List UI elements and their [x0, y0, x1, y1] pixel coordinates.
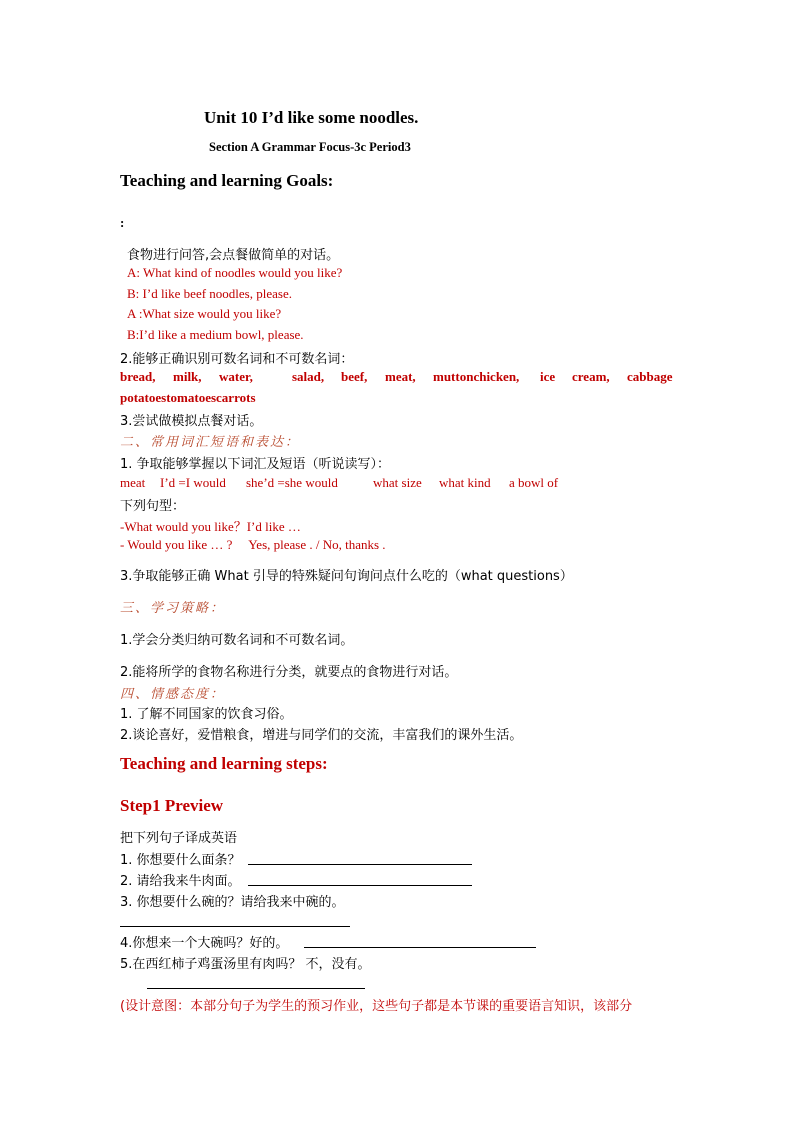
goals-item-2: 2.能够正确识别可数名词和不可数名词： [120, 352, 354, 367]
goals-intro: 食物进行问答,会点餐做简单的对话。 [127, 248, 340, 263]
answer-blank-4[interactable] [304, 947, 536, 948]
noun-word: ice [540, 369, 556, 384]
noun-word: water, [219, 369, 253, 384]
phrase: a bowl of [509, 475, 559, 490]
noun-word: salad, [292, 369, 325, 384]
question-4: 4.你想来一个大碗吗？好的。 [120, 936, 289, 951]
noun-word: bread, [120, 369, 156, 384]
section-3-heading: 三、学习策略： [120, 601, 226, 616]
section-2-item-3: 3.争取能够正确 What 引导的特殊疑问句询问点什么吃的（what questions） [120, 569, 573, 584]
question-5: 5.在西红柿子鸡蛋汤里有肉吗？ 不，没有。 [120, 957, 371, 972]
question-3: 3. 你想要什么碗的？请给我来中碗的。 [120, 895, 345, 910]
noun-word: cabbage [627, 369, 673, 384]
page-subtitle: Section A Grammar Focus-3c Period3 [209, 140, 411, 154]
phrase: I’d =I would [160, 475, 226, 490]
section-2-item-1: 1. 争取能够掌握以下词汇及短语（听说读写）： [120, 457, 391, 472]
dialog-line: A :What size would you like? [127, 306, 282, 321]
section-4-heading: 四、情感态度： [120, 687, 226, 702]
goals-heading: Teaching and learning Goals: [120, 171, 334, 190]
phrase: she’d =she would [246, 475, 338, 490]
answer-blank-3[interactable] [120, 926, 350, 927]
noun-word: meat, [385, 369, 416, 384]
noun-word: muttonchicken, [433, 369, 520, 384]
question-1: 1. 你想要什么面条？ [120, 853, 241, 868]
section-4-item-1: 1. 了解不同国家的饮食习俗。 [120, 707, 293, 722]
translation-instruction: 把下列句子译成英语 [120, 831, 238, 846]
goals-item-3: 3.尝试做模拟点餐对话。 [120, 414, 263, 429]
dialog-line: B: I’d like beef noodles, please. [127, 286, 292, 301]
steps-heading: Teaching and learning steps: [120, 754, 328, 773]
phrase: what size [373, 475, 422, 490]
section-3-item-1: 1.学会分类归纳可数名词和不可数名词。 [120, 633, 354, 648]
section-2-heading: 二、常用词汇短语和表达： [120, 435, 301, 450]
noun-word: beef, [341, 369, 368, 384]
page-title: Unit 10 I’d like some noodles. [204, 108, 419, 127]
pattern-line: -What would you like？I’d like … [120, 519, 301, 534]
question-2: 2. 请给我来牛肉面。 [120, 874, 241, 889]
answer-blank-2[interactable] [248, 885, 472, 886]
dialog-line: A: What kind of noodles would you like? [127, 265, 343, 280]
step1-heading: Step1 Preview [120, 796, 224, 815]
goals-colon: : [120, 215, 125, 230]
answer-blank-1[interactable] [248, 864, 472, 865]
noun-word: milk, [173, 369, 202, 384]
patterns-label: 下列句型： [120, 499, 186, 514]
section-4-item-2: 2.谈论喜好，爱惜粮食，增进与同学们的交流，丰富我们的课外生活。 [120, 728, 523, 743]
answer-blank-5[interactable] [147, 988, 365, 989]
section-3-item-2: 2.能将所学的食物名称进行分类，就要点的食物进行对话。 [120, 665, 458, 680]
phrase: meat [120, 475, 146, 490]
design-note: (设计意图：本部分句子为学生的预习作业，这些句子都是本节课的重要语言知识，该部分 [120, 999, 633, 1014]
phrase: what kind [439, 475, 491, 490]
dialog-line: B:I’d like a medium bowl, please. [127, 327, 304, 342]
pattern-line: - Would you like … ? Yes, please . / No, thanks . [120, 537, 386, 552]
noun-row-2: potatoestomatoescarrots [120, 390, 256, 405]
noun-word: cream, [572, 369, 610, 384]
